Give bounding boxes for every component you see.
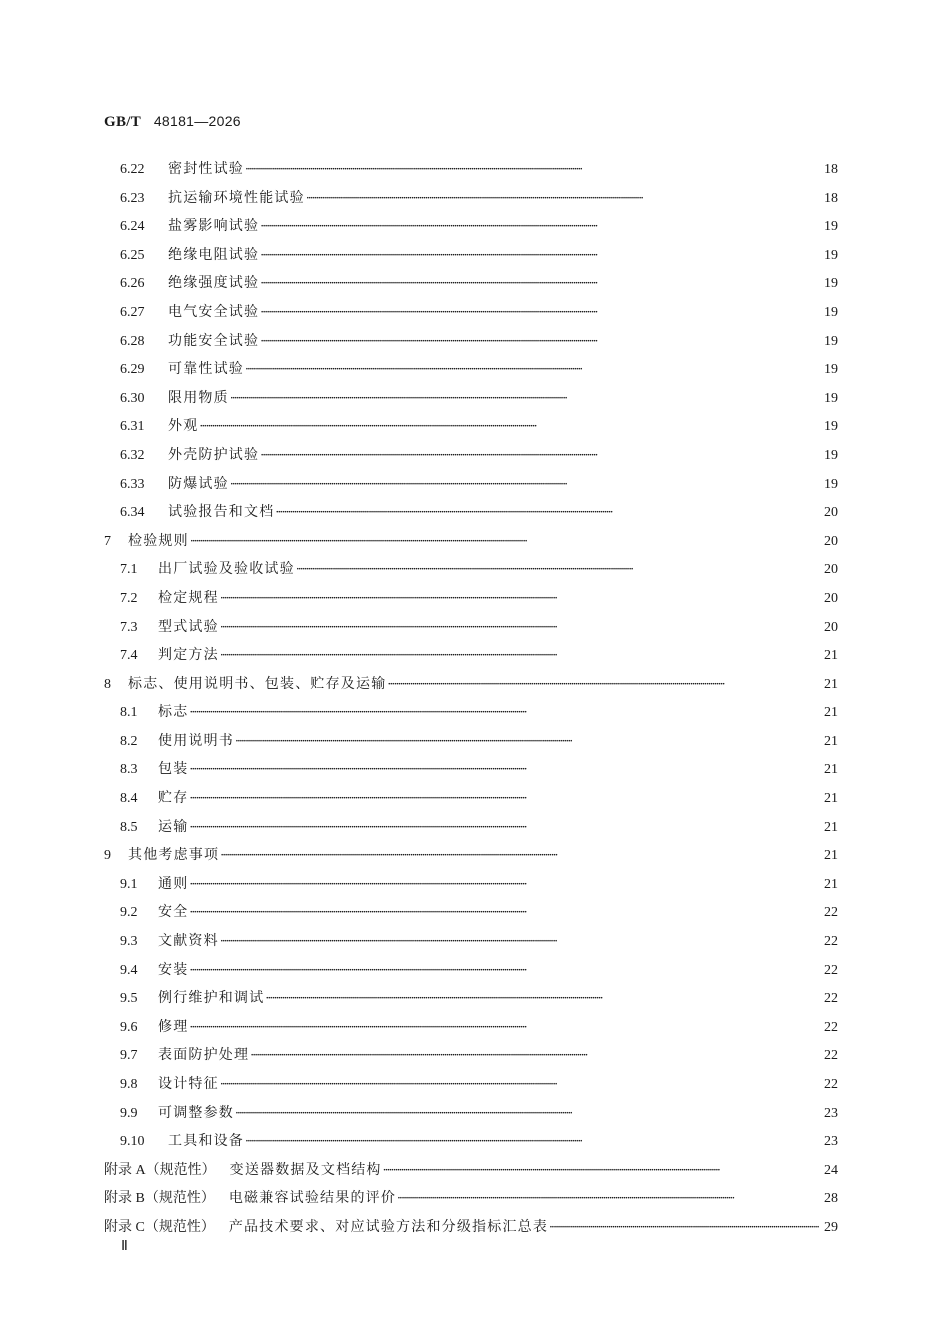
toc-entry[interactable] (104, 784, 838, 813)
toc-section-number: 9.2 (120, 905, 138, 921)
toc-dot-leader (260, 298, 819, 327)
toc-section-number: 6.34 (120, 505, 145, 521)
toc-section-number: 6.24 (120, 219, 145, 235)
toc-entry[interactable] (104, 555, 838, 584)
toc-page-number: 22 (824, 1048, 838, 1064)
toc-entry[interactable] (104, 927, 838, 956)
toc-entry[interactable] (104, 584, 838, 613)
toc-entry[interactable] (104, 184, 838, 213)
toc-dot-leader (260, 327, 819, 356)
toc-dot-leader (189, 813, 819, 842)
toc-section-number: 6.31 (120, 419, 145, 435)
toc-page-number: 20 (824, 590, 838, 606)
document-header (104, 113, 241, 131)
toc-section-title: 修理 (158, 1018, 189, 1035)
toc-section-number: 附录 B（规范性） (104, 1191, 215, 1207)
toc-section-number: 6.25 (120, 247, 145, 263)
toc-page-number: 22 (824, 962, 838, 978)
toc-section-number: 7 (104, 533, 111, 549)
toc-page-number: 19 (824, 247, 838, 263)
standard-code: GB/T (104, 114, 142, 130)
toc-entry[interactable] (104, 956, 838, 985)
toc-dot-leader (245, 1127, 819, 1156)
toc-page-number: 22 (824, 934, 838, 950)
toc-entry[interactable] (104, 1041, 838, 1070)
toc-section-title: 工具和设备 (168, 1133, 244, 1150)
toc-dot-leader (220, 927, 819, 956)
toc-page-number: 20 (824, 505, 838, 521)
toc-section-title: 贮存 (158, 790, 189, 807)
toc-entry[interactable] (104, 898, 838, 927)
toc-section-title: 包装 (158, 761, 189, 778)
toc-dot-leader (220, 613, 819, 642)
toc-section-title: 密封性试验 (168, 161, 244, 177)
toc-section-number: 7.3 (120, 619, 138, 635)
toc-section-number: 9.4 (120, 962, 138, 978)
toc-section-title: 产品技术要求、对应试验方法和分级指标汇总表 (228, 1218, 549, 1235)
toc-section-title: 限用物质 (168, 389, 229, 406)
toc-section-title: 型式试验 (158, 618, 219, 635)
toc-section-title: 使用说明书 (158, 732, 234, 749)
toc-page-number: 19 (824, 390, 838, 406)
toc-entry[interactable] (104, 327, 838, 356)
toc-entry[interactable] (104, 1013, 838, 1042)
toc-section-title: 标志 (158, 704, 189, 721)
toc-section-title: 外壳防护试验 (168, 446, 260, 463)
toc-entry[interactable] (104, 641, 838, 670)
toc-page-number: 19 (824, 362, 838, 378)
toc-page-number: 19 (824, 447, 838, 463)
toc-entry[interactable] (104, 212, 838, 241)
toc-section-number: 8.5 (120, 819, 138, 835)
toc-section-number: 6.33 (120, 476, 145, 492)
toc-dot-leader (235, 727, 819, 756)
toc-dot-leader (230, 470, 819, 499)
toc-section-number: 6.26 (120, 276, 145, 292)
toc-page-number: 19 (824, 419, 838, 435)
toc-dot-leader (189, 698, 819, 727)
toc-entry[interactable] (104, 298, 838, 327)
toc-page-number: 20 (824, 533, 838, 549)
toc-dot-leader (190, 527, 819, 556)
toc-dot-leader (260, 241, 819, 270)
toc-dot-leader (549, 1213, 819, 1242)
toc-dot-leader (383, 1156, 819, 1185)
toc-section-number: 6.29 (120, 362, 145, 378)
toc-section-title: 出厂试验及验收试验 (158, 561, 295, 578)
toc-dot-leader (265, 984, 819, 1013)
toc-page-number: 19 (824, 476, 838, 492)
toc-dot-leader (189, 1013, 819, 1042)
toc-page-number: 22 (824, 991, 838, 1007)
toc-page-number: 20 (824, 619, 838, 635)
toc-entry[interactable] (104, 755, 838, 784)
table-of-contents (104, 155, 838, 1242)
toc-dot-leader (220, 584, 819, 613)
toc-section-title: 外观 (168, 418, 199, 435)
toc-section-title: 电磁兼容试验结果的评价 (228, 1190, 397, 1207)
toc-entry[interactable] (104, 870, 838, 899)
toc-entry[interactable] (104, 841, 838, 870)
toc-dot-leader (220, 641, 819, 670)
toc-section-title: 绝缘强度试验 (168, 275, 260, 292)
toc-dot-leader (189, 898, 819, 927)
toc-section-number: 7.4 (120, 648, 138, 664)
toc-section-title: 例行维护和调试 (158, 990, 265, 1007)
toc-section-title: 其他考虑事项 (128, 847, 220, 864)
toc-appendix-entry[interactable] (104, 1213, 838, 1242)
toc-section-number: 8.2 (120, 733, 138, 749)
toc-page-number: 24 (824, 1162, 838, 1178)
toc-entry[interactable] (104, 355, 838, 384)
toc-section-number: 8.3 (120, 762, 138, 778)
toc-section-number: 7.1 (120, 562, 138, 578)
toc-section-title: 试验报告和文档 (168, 504, 275, 521)
toc-section-number: 7.2 (120, 590, 138, 606)
toc-section-number: 9.10 (120, 1134, 145, 1150)
toc-page-number: 21 (824, 848, 838, 864)
toc-page-number: 18 (824, 162, 838, 177)
toc-dot-leader (189, 956, 819, 985)
toc-section-number: 9.5 (120, 991, 138, 1007)
toc-section-title: 通则 (158, 875, 189, 892)
toc-section-title: 功能安全试验 (168, 332, 260, 349)
toc-section-number: 9 (104, 848, 111, 864)
toc-page-number: 18 (824, 190, 838, 206)
toc-dot-leader (220, 841, 819, 870)
toc-section-title: 检定规程 (158, 589, 219, 606)
toc-page-number: 22 (824, 1019, 838, 1035)
toc-page-number: 21 (824, 762, 838, 778)
toc-entry[interactable] (104, 1127, 838, 1156)
toc-page-number: 23 (824, 1134, 838, 1150)
toc-entry[interactable] (104, 984, 838, 1013)
toc-dot-leader (235, 1099, 819, 1128)
toc-entry[interactable] (104, 269, 838, 298)
toc-section-number: 8 (104, 676, 111, 692)
toc-dot-leader (189, 784, 819, 813)
toc-section-title: 电气安全试验 (168, 303, 260, 320)
toc-page-number: 19 (824, 333, 838, 349)
toc-page-number: 22 (824, 905, 838, 921)
toc-entry[interactable] (104, 470, 838, 499)
toc-section-title: 标志、使用说明书、包装、贮存及运输 (128, 675, 387, 692)
toc-section-number: 8.1 (120, 705, 138, 721)
toc-page-number: 19 (824, 276, 838, 292)
toc-section-number: 9.9 (120, 1105, 138, 1121)
toc-section-title: 检验规则 (128, 532, 189, 549)
toc-section-number: 6.32 (120, 447, 145, 463)
toc-section-number: 6.28 (120, 333, 145, 349)
toc-section-title: 可调整参数 (158, 1104, 234, 1121)
toc-page-number: 21 (824, 876, 838, 892)
toc-section-number: 附录 A（规范性） (104, 1162, 216, 1178)
toc-section-title: 安装 (158, 961, 189, 978)
toc-entry[interactable] (104, 498, 838, 527)
toc-section-number: 附录 C（规范性） (104, 1219, 215, 1235)
toc-page-number: 21 (824, 705, 838, 721)
toc-appendix-entry[interactable] (104, 1184, 838, 1213)
toc-section-title: 安全 (158, 904, 189, 921)
toc-dot-leader (387, 670, 819, 699)
toc-section-number: 8.4 (120, 791, 138, 807)
toc-dot-leader (189, 755, 819, 784)
toc-section-title: 运输 (158, 818, 189, 835)
standard-number: 48181—2026 (153, 113, 241, 129)
toc-page-number: 21 (824, 676, 838, 692)
toc-dot-leader (189, 870, 819, 899)
toc-section-title: 表面防护处理 (158, 1047, 250, 1064)
toc-dot-leader (260, 212, 819, 241)
toc-dot-leader (199, 412, 819, 441)
toc-entry[interactable] (104, 670, 838, 699)
toc-entry[interactable] (104, 698, 838, 727)
toc-entry[interactable] (104, 384, 838, 413)
toc-page-number: 21 (824, 733, 838, 749)
toc-page-number: 21 (824, 648, 838, 664)
toc-entry[interactable] (104, 813, 838, 842)
toc-dot-leader (260, 441, 819, 470)
toc-page-number: 21 (824, 791, 838, 807)
toc-section-title: 变送器数据及文档结构 (229, 1161, 382, 1178)
toc-entry[interactable] (104, 1099, 838, 1128)
toc-section-title: 文献资料 (158, 933, 219, 950)
toc-dot-leader (275, 498, 819, 527)
toc-page-number: 23 (824, 1105, 838, 1121)
toc-dot-leader (306, 184, 819, 213)
toc-dot-leader (245, 155, 819, 184)
toc-section-number: 6.22 (120, 162, 145, 177)
toc-page-number: 20 (824, 562, 838, 578)
toc-entry[interactable] (104, 727, 838, 756)
toc-section-number: 6.27 (120, 304, 145, 320)
toc-section-title: 盐雾影响试验 (168, 218, 260, 235)
toc-entry[interactable] (104, 527, 838, 556)
toc-page-number: 21 (824, 819, 838, 835)
toc-section-title: 防爆试验 (168, 475, 229, 492)
toc-dot-leader (260, 269, 819, 298)
toc-page-number: 19 (824, 219, 838, 235)
toc-entry[interactable] (104, 441, 838, 470)
toc-entry[interactable] (104, 155, 838, 184)
toc-entry[interactable] (104, 1070, 838, 1099)
toc-section-title: 抗运输环境性能试验 (168, 189, 305, 206)
toc-section-title: 绝缘电阻试验 (168, 246, 260, 263)
toc-dot-leader (250, 1041, 819, 1070)
toc-page-number: 29 (824, 1219, 838, 1235)
toc-dot-leader (230, 384, 819, 413)
toc-section-title: 判定方法 (158, 647, 219, 664)
toc-dot-leader (220, 1070, 819, 1099)
toc-entry[interactable] (104, 241, 838, 270)
toc-entry[interactable] (104, 613, 838, 642)
toc-dot-leader (397, 1184, 819, 1213)
toc-appendix-entry[interactable] (104, 1156, 838, 1185)
toc-dot-leader (296, 555, 819, 584)
toc-dot-leader (245, 355, 819, 384)
toc-section-number: 9.8 (120, 1077, 138, 1092)
toc-section-number: 6.23 (120, 190, 145, 206)
toc-page-number: 19 (824, 304, 838, 320)
toc-page-number: 28 (824, 1191, 838, 1207)
toc-section-number: 9.3 (120, 934, 138, 950)
toc-section-number: 9.6 (120, 1019, 138, 1035)
toc-section-title: 设计特征 (158, 1076, 219, 1092)
page-number: Ⅱ (121, 1239, 128, 1254)
toc-section-number: 9.1 (120, 876, 138, 892)
toc-section-number: 6.30 (120, 390, 145, 406)
toc-section-title: 可靠性试验 (168, 361, 244, 378)
toc-page-number: 22 (824, 1077, 838, 1092)
toc-entry[interactable] (104, 412, 838, 441)
toc-section-number: 9.7 (120, 1048, 138, 1064)
